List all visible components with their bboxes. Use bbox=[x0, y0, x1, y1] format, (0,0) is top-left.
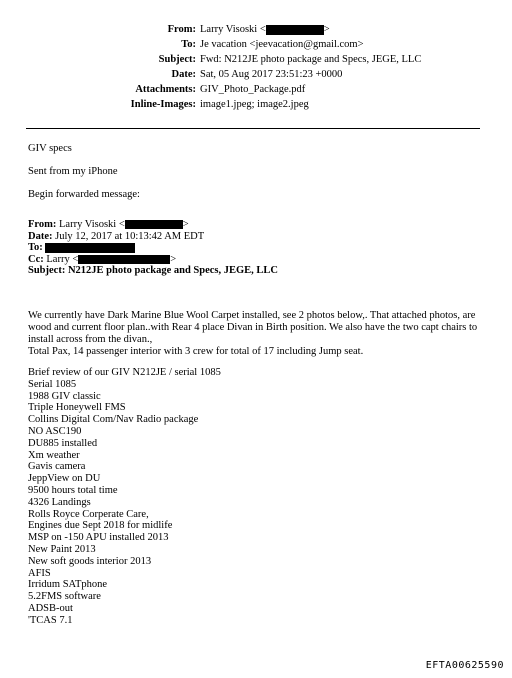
message-line-forwarded: Begin forwarded message: bbox=[28, 189, 140, 200]
forwarded-subject-label: Subject: bbox=[28, 265, 66, 276]
spec-item: ADSB-out bbox=[28, 602, 73, 614]
forwarded-from-label: From: bbox=[28, 219, 57, 230]
spec-item: Irridum SATphone bbox=[28, 579, 108, 591]
forwarded-subject-value: N212JE photo package and Specs, JEGE, LLC bbox=[67, 265, 279, 276]
forwarded-cc-value: Larry < bbox=[46, 253, 79, 265]
spec-item: NO ASC190 bbox=[28, 425, 82, 437]
forwarded-date-label: Date: bbox=[28, 230, 53, 242]
message-body bbox=[28, 310, 484, 358]
spec-item: JeppView on DU bbox=[28, 473, 101, 485]
body-line: wood and current floor plan..with Rear 4 place Divan in Birth position. We also have the two capt chairs to bbox=[28, 322, 478, 333]
header-from-label: From: bbox=[167, 24, 196, 35]
message-line-sent-from: Sent from my iPhone bbox=[28, 166, 118, 177]
header-date-label: Date: bbox=[171, 69, 196, 80]
header-from-close: > bbox=[323, 24, 330, 35]
header-date-row bbox=[0, 67, 512, 82]
spec-item: New Paint 2013 bbox=[28, 543, 96, 555]
header-subject-row bbox=[0, 52, 512, 67]
spec-item: AFIS bbox=[28, 567, 51, 579]
forwarded-date-row bbox=[28, 231, 278, 243]
spec-item: Brief review of our GIV N212JE / serial 1085 bbox=[28, 367, 221, 378]
spec-item: New soft goods interior 2013 bbox=[28, 555, 152, 567]
forwarded-cc-close: > bbox=[170, 253, 177, 265]
forwarded-subject-row bbox=[28, 265, 278, 277]
forwarded-cc-row bbox=[28, 254, 278, 266]
spec-item: 'TCAS 7.1 bbox=[28, 614, 73, 626]
spec-item: Collins Digital Com/Nav Radio package bbox=[28, 414, 199, 426]
spec-item: Triple Honeywell FMS bbox=[28, 402, 126, 414]
header-to-row bbox=[0, 37, 512, 52]
spec-item: Rolls Royce Corperate Care, bbox=[28, 508, 149, 520]
body-line: install across from the divan., bbox=[28, 334, 153, 345]
specs-list bbox=[28, 367, 221, 627]
spec-item: 5.2FMS software bbox=[28, 591, 101, 603]
forwarded-to-label: To: bbox=[28, 242, 43, 253]
header-attachments-value: GIV_Photo_Package.pdf bbox=[200, 84, 306, 95]
redaction-box bbox=[125, 220, 183, 229]
spec-item: Gavis camera bbox=[28, 461, 86, 473]
email-header bbox=[0, 22, 512, 112]
redaction-box bbox=[45, 243, 135, 253]
spec-item: 9500 hours total time bbox=[28, 484, 118, 496]
header-to-label: To: bbox=[181, 39, 196, 50]
body-line: We currently have Dark Marine Blue Wool Carpet installed, see 2 photos below,. That attached photos, are bbox=[28, 310, 476, 321]
redaction-box bbox=[266, 25, 324, 35]
forwarded-header bbox=[28, 219, 278, 277]
header-divider bbox=[26, 128, 480, 129]
header-to-value: Je vacation <jeevacation@gmail.com> bbox=[200, 39, 364, 50]
forwarded-date-value: July 12, 2017 at 10:13:42 AM EDT bbox=[55, 230, 205, 242]
message-line-specs: GIV specs bbox=[28, 143, 72, 154]
spec-item: 4326 Landings bbox=[28, 496, 91, 508]
header-inline-images-value: image1.jpeg; image2.jpeg bbox=[200, 99, 309, 110]
header-from-name: Larry Visoski < bbox=[200, 24, 266, 35]
header-attachments-label: Attachments: bbox=[135, 84, 196, 95]
forwarded-cc-label: Cc: bbox=[28, 253, 44, 265]
spec-item: Serial 1085 bbox=[28, 378, 77, 390]
header-date-value: Sat, 05 Aug 2017 23:51:23 +0000 bbox=[200, 69, 343, 80]
header-from-row bbox=[0, 22, 512, 37]
spec-item: MSP on -150 APU installed 2013 bbox=[28, 532, 169, 544]
header-inline-images-label: Inline-Images: bbox=[130, 99, 196, 110]
forwarded-to-row bbox=[28, 242, 278, 254]
header-from-value bbox=[200, 22, 330, 37]
header-inline-images-row bbox=[0, 97, 512, 112]
body-line: Total Pax, 14 passenger interior with 3 crew for total of 17 including Jump seat. bbox=[28, 346, 364, 357]
document-id: EFTA00625590 bbox=[425, 660, 504, 671]
header-attachments-row bbox=[0, 82, 512, 97]
spec-item: DU885 installed bbox=[28, 437, 98, 449]
forwarded-from-close: > bbox=[182, 219, 189, 230]
header-subject-label: Subject: bbox=[158, 54, 196, 65]
forwarded-from-row bbox=[28, 219, 278, 231]
forwarded-from-value: Larry Visoski < bbox=[59, 219, 125, 230]
header-subject-value: Fwd: N212JE photo package and Specs, JEGE, LLC bbox=[200, 54, 422, 65]
spec-item: Xm weather bbox=[28, 449, 80, 461]
spec-item: 1988 GIV classic bbox=[28, 390, 101, 402]
spec-item: Engines due Sept 2018 for midlife bbox=[28, 520, 173, 532]
redaction-box bbox=[78, 255, 170, 264]
